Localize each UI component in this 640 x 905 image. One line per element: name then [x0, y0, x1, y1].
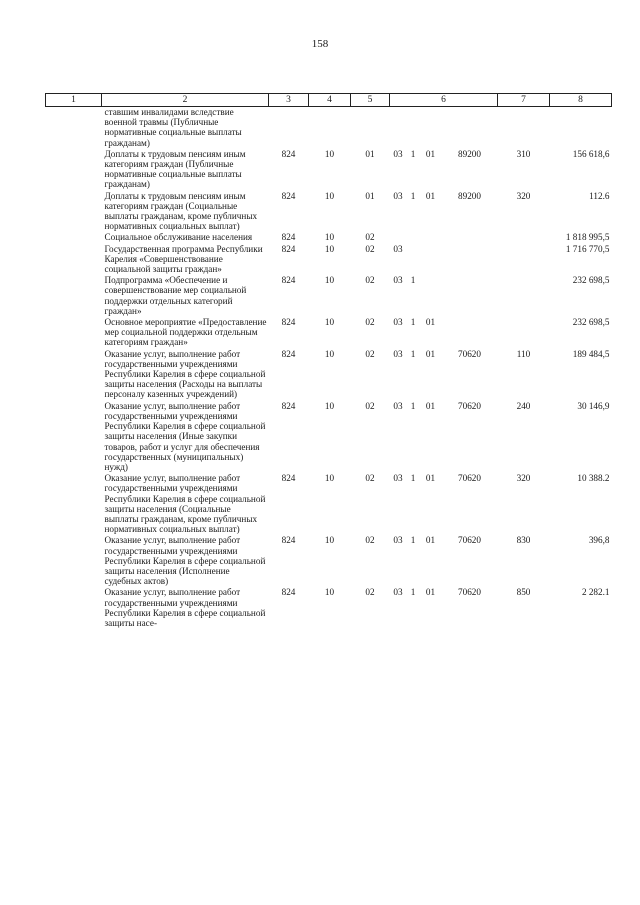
- cell-col-1: [46, 231, 102, 242]
- cell-target-article-direction: [442, 231, 498, 242]
- cell-name: Оказание услуг, выполнение работ государственными учреждениями Республики Карелия в сфере социальной защиты населения (Расходы на выплаты персоналу казенных учреждений): [104, 348, 266, 400]
- cell-subsection: 02: [365, 243, 375, 254]
- cell-ministry-code: 824: [281, 190, 296, 201]
- cell-name: Оказание услуг, выполнение работ государственными учреждениями Республики Карелия в сфере социальной защиты населения (Исполнение судебных актов): [104, 535, 266, 587]
- cell-section: 10: [324, 243, 335, 254]
- cell-target-article-program: 03: [393, 190, 403, 201]
- cell-col-1: [46, 107, 102, 148]
- cell-name: Доплаты к трудовым пенсиям иным категориям граждан (Публичные нормативные социальные выплаты гражданам): [104, 148, 246, 190]
- cell-ministry-code: 824: [281, 400, 296, 411]
- cell-target-article-program: 03: [393, 348, 403, 359]
- cell-section: 10: [324, 190, 335, 201]
- cell-target-article-direction: 70620: [458, 587, 481, 598]
- cell-target-article-direction: [442, 243, 498, 275]
- cell-target-article-program: 03: [393, 243, 403, 254]
- table-row: [46, 148, 612, 190]
- cell-expense-type: [498, 231, 550, 242]
- cell-target-article-subprogram: 1: [410, 587, 416, 598]
- cell-section: 10: [324, 148, 335, 159]
- cell-amount: 112.6: [589, 190, 610, 201]
- cell-subsection: [351, 107, 390, 148]
- cell-name: Социальное обслуживание населения: [104, 232, 253, 243]
- header-col-2: 2: [102, 94, 269, 107]
- cell-subsection: 02: [365, 317, 375, 328]
- cell-section: 10: [324, 535, 335, 546]
- cell-target-article-subprogram: 1: [410, 317, 416, 328]
- cell-subsection: 02: [365, 275, 375, 286]
- header-col-4: 4: [309, 94, 351, 107]
- cell-target-article-subprogram: 1: [410, 275, 416, 286]
- table-body: [46, 107, 612, 629]
- cell-subsection: 02: [365, 535, 375, 546]
- table-row: [46, 274, 612, 316]
- cell-target-article-event: 01: [425, 400, 436, 411]
- cell-target-article-event: [420, 243, 442, 275]
- cell-subsection: 02: [365, 232, 375, 243]
- cell-section: [309, 107, 351, 148]
- cell-target-article-program: 03: [393, 148, 403, 159]
- page-number: 158: [311, 38, 329, 50]
- cell-target-article-event: 01: [425, 148, 436, 159]
- cell-target-article-event: 01: [425, 473, 436, 484]
- cell-section: 10: [324, 232, 335, 243]
- cell-target-article-event: [420, 107, 442, 148]
- cell-target-article-program: 03: [393, 275, 403, 286]
- cell-amount: 232 698,5: [572, 275, 610, 286]
- cell-subsection: 02: [365, 348, 375, 359]
- cell-target-article-subprogram: 1: [410, 148, 416, 159]
- table-row: [46, 316, 612, 348]
- cell-target-article-event: 01: [425, 348, 436, 359]
- cell-target-article-direction: [442, 107, 498, 148]
- table-row: [46, 472, 612, 534]
- cell-target-article-subprogram: 1: [410, 348, 416, 359]
- cell-target-article-direction: 89200: [458, 190, 481, 201]
- cell-target-article-program: 03: [393, 473, 403, 484]
- cell-name: Подпрограмма «Обеспечение и совершенствование мер социальной поддержки отдельных категорий граждан»: [104, 275, 247, 316]
- cell-target-article-subprogram: [407, 243, 420, 275]
- cell-target-article-direction: 70620: [458, 473, 481, 484]
- cell-expense-type: [498, 243, 550, 275]
- cell-target-article-subprogram: 1: [410, 535, 416, 546]
- cell-amount: 2 282.1: [581, 587, 610, 598]
- cell-section: 10: [324, 473, 335, 484]
- cell-subsection: 01: [365, 190, 375, 201]
- header-col-1: 1: [46, 94, 102, 107]
- cell-name: Оказание услуг, выполнение работ государственными учреждениями Республики Карелия в сфере социальной защиты населения (Социальные выплаты гражданам, кроме публичных нормативных социальных выплат): [104, 473, 266, 535]
- table-row: [46, 348, 612, 400]
- cell-expense-type: [498, 274, 550, 316]
- cell-target-article-program: 03: [393, 535, 403, 546]
- header-col-7: 7: [498, 94, 550, 107]
- table-row: [46, 400, 612, 472]
- cell-ministry-code: 824: [281, 317, 296, 328]
- cell-target-article-subprogram: [407, 231, 420, 242]
- cell-amount: 232 698,5: [572, 317, 610, 328]
- cell-col-1: [46, 148, 102, 190]
- cell-section: 10: [324, 317, 335, 328]
- cell-col-1: [46, 348, 102, 400]
- cell-section: 10: [324, 275, 335, 286]
- cell-ministry-code: 824: [281, 473, 296, 484]
- cell-ministry-code: [269, 107, 309, 148]
- cell-col-1: [46, 400, 102, 472]
- cell-amount: 30 146,9: [577, 400, 610, 411]
- table-row: [46, 190, 612, 232]
- cell-target-article-direction: [442, 316, 498, 348]
- cell-target-article-event: 01: [425, 317, 436, 328]
- cell-ministry-code: 824: [281, 348, 296, 359]
- table-row: [46, 107, 612, 148]
- cell-amount: [550, 107, 612, 148]
- cell-target-article-subprogram: 1: [410, 190, 416, 201]
- cell-target-article-event: [420, 231, 442, 242]
- cell-name: ставшим инвалидами вследствие военной травмы (Публичные нормативные социальные выплаты гражданам): [104, 107, 242, 148]
- cell-target-article-direction: [442, 274, 498, 316]
- cell-ministry-code: 824: [281, 587, 296, 598]
- cell-target-article-event: [420, 274, 442, 316]
- cell-name: Доплаты к трудовым пенсиям иным категориям граждан (Социальные выплаты гражданам, кроме публичных нормативных социальных выплат): [104, 190, 258, 232]
- cell-amount: 189 484,5: [572, 348, 610, 359]
- cell-target-article-direction: 70620: [458, 535, 481, 546]
- cell-target-article-subprogram: 1: [410, 400, 416, 411]
- cell-section: 10: [324, 348, 335, 359]
- cell-name: Государственная программа Республики Карелия «Совершенствование социальной защиты граждан»: [104, 243, 263, 275]
- cell-name: Оказание услуг, выполнение работ государственными учреждениями Республики Карелия в сфере социальной защиты насе-: [104, 587, 266, 628]
- cell-expense-type: 830: [516, 535, 531, 546]
- cell-col-1: [46, 243, 102, 275]
- cell-amount: 396,8: [588, 535, 610, 546]
- header-col-5: 5: [351, 94, 390, 107]
- cell-expense-type: [498, 107, 550, 148]
- cell-section: 10: [324, 587, 335, 598]
- cell-target-article-program: 03: [393, 317, 403, 328]
- header-col-3: 3: [269, 94, 309, 107]
- cell-target-article-program: [390, 231, 407, 242]
- table-row: [46, 586, 612, 628]
- cell-expense-type: 110: [516, 348, 531, 359]
- cell-expense-type: 320: [516, 473, 531, 484]
- cell-col-1: [46, 534, 102, 586]
- cell-expense-type: 320: [516, 190, 531, 201]
- cell-section: 10: [324, 400, 335, 411]
- cell-col-1: [46, 472, 102, 534]
- cell-subsection: 02: [365, 400, 375, 411]
- cell-expense-type: 850: [516, 587, 531, 598]
- cell-expense-type: 310: [516, 148, 531, 159]
- cell-target-article-direction: 89200: [458, 148, 481, 159]
- cell-subsection: 02: [365, 473, 375, 484]
- cell-target-article-event: 01: [425, 535, 436, 546]
- cell-target-article-program: 03: [393, 587, 403, 598]
- cell-col-1: [46, 586, 102, 628]
- header-col-6: 6: [390, 94, 498, 107]
- cell-amount: 156 618,6: [572, 148, 610, 159]
- cell-target-article-event: 01: [425, 587, 436, 598]
- cell-subsection: 02: [365, 587, 375, 598]
- cell-ministry-code: 824: [281, 243, 296, 254]
- header-col-8: 8: [550, 94, 612, 107]
- cell-amount: 1 716 770,5: [565, 243, 610, 254]
- cell-name: Основное мероприятие «Предоставление мер социальной поддержки отдельным категориям граждан»: [104, 317, 267, 348]
- cell-target-article-program: [390, 107, 407, 148]
- cell-expense-type: 240: [516, 400, 531, 411]
- budget-table: [45, 93, 612, 628]
- cell-col-1: [46, 274, 102, 316]
- cell-subsection: 01: [365, 148, 375, 159]
- table-row: [46, 231, 612, 242]
- cell-target-article-direction: 70620: [458, 348, 481, 359]
- cell-col-1: [46, 190, 102, 232]
- cell-amount: 1 818 995,5: [565, 232, 610, 243]
- table-row: [46, 243, 612, 275]
- table-row: [46, 534, 612, 586]
- cell-ministry-code: 824: [281, 232, 296, 243]
- cell-target-article-event: 01: [425, 190, 436, 201]
- cell-ministry-code: 824: [281, 148, 296, 159]
- cell-target-article-subprogram: [407, 107, 420, 148]
- cell-target-article-program: 03: [393, 400, 403, 411]
- cell-ministry-code: 824: [281, 275, 296, 286]
- cell-target-article-direction: 70620: [458, 400, 481, 411]
- cell-target-article-subprogram: 1: [410, 473, 416, 484]
- cell-ministry-code: 824: [281, 535, 296, 546]
- cell-name: Оказание услуг, выполнение работ государственными учреждениями Республики Карелия в сфере социальной защиты населения (Иные закупки товаров, работ и услуг для обеспечения государственных (муниципальных) нужд): [104, 400, 266, 472]
- table-header: [46, 94, 612, 107]
- cell-col-1: [46, 316, 102, 348]
- cell-expense-type: [498, 316, 550, 348]
- cell-amount: 10 388.2: [577, 473, 610, 484]
